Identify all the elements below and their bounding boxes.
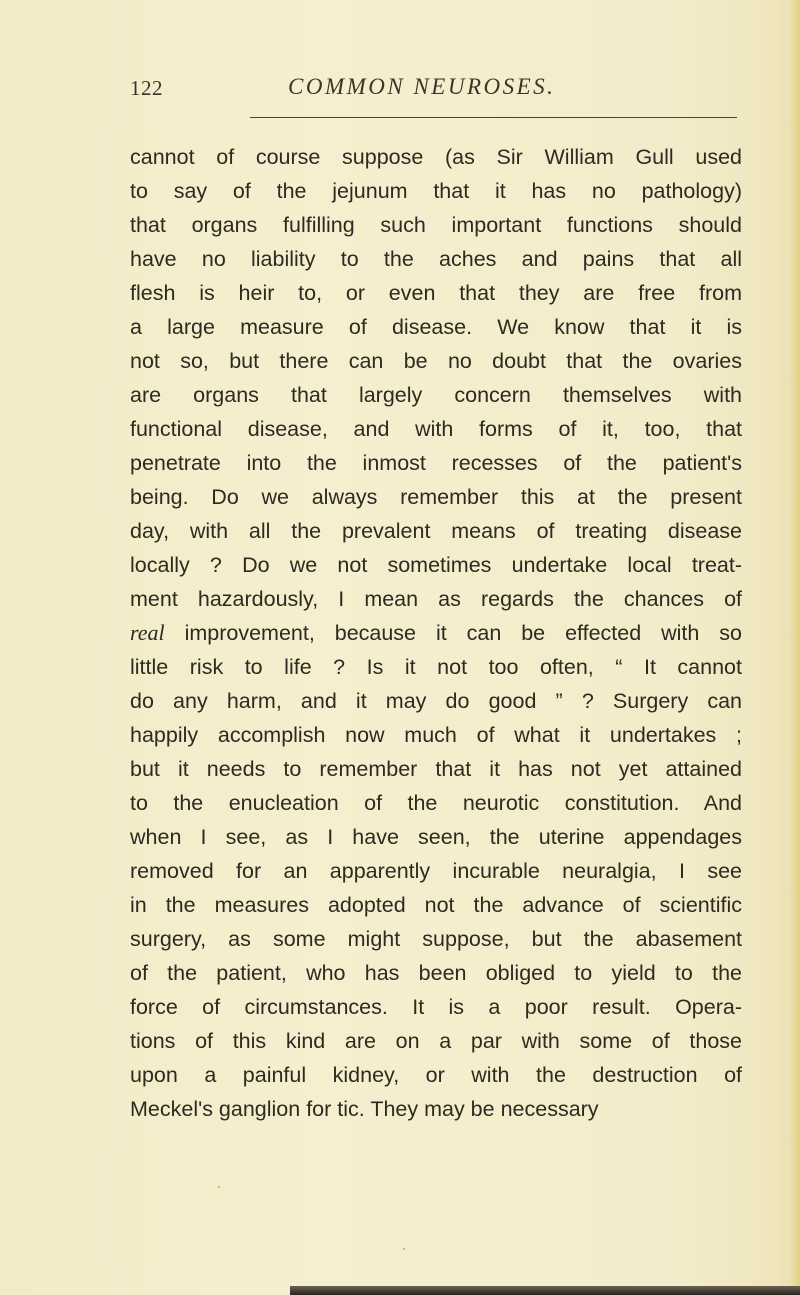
body-text xyxy=(130,140,742,1126)
text-line: a large measure of disease. We know that it is xyxy=(130,315,742,339)
text-line-remainder: improvement, because it can be effected with so xyxy=(184,621,742,645)
page-header xyxy=(130,76,740,106)
text-line: surgery, as some might suppose, but the abasement xyxy=(130,927,742,951)
text-line: do any harm, and it may do good ” ? Surgery can xyxy=(130,689,742,713)
text-line: to say of the jejunum that it has no pathology) xyxy=(130,179,742,203)
text-line: upon a painful kidney, or with the destruction of xyxy=(130,1063,742,1087)
text-line: penetrate into the inmost recesses of the patient's xyxy=(130,451,742,475)
paper-speck xyxy=(218,1186,220,1188)
page-edge-shadow xyxy=(790,0,800,1295)
text-line: flesh is heir to, or even that they are free from xyxy=(130,281,742,305)
text-line: are organs that largely concern themselves with xyxy=(130,383,742,407)
text-line: ment hazardously, I mean as regards the chances of xyxy=(130,587,742,611)
text-line: have no liability to the aches and pains that all xyxy=(130,247,742,271)
text-line: locally ? Do we not sometimes undertake local treat- xyxy=(130,553,742,577)
text-line: day, with all the prevalent means of treating disease xyxy=(130,519,742,543)
text-line: little risk to life ? Is it not too often, “ It cannot xyxy=(130,655,742,679)
header-rule xyxy=(250,117,737,118)
text-line: but it needs to remember that it has not yet attained xyxy=(130,757,742,781)
text-line: to the enucleation of the neurotic constitution. And xyxy=(130,791,742,815)
text-line: happily accomplish now much of what it undertakes ; xyxy=(130,723,742,747)
text-line: functional disease, and with forms of it, too, that xyxy=(130,417,742,441)
page-number: 122 xyxy=(130,76,163,100)
text-line: cannot of course suppose (as Sir William Gull used xyxy=(130,145,742,169)
running-title: COMMON NEUROSES. xyxy=(288,74,556,99)
text-line: tions of this kind are on a par with some of those xyxy=(130,1029,742,1053)
text-line: in the measures adopted not the advance of scientific xyxy=(130,893,742,917)
text-line: being. Do we always remember this at the present xyxy=(130,485,742,509)
text-line: of the patient, who has been obliged to yield to the xyxy=(130,961,742,985)
text-line: not so, but there can be no doubt that the ovaries xyxy=(130,349,742,373)
text-line: removed for an apparently incurable neuralgia, I see xyxy=(130,859,742,883)
text-line: when I see, as I have seen, the uterine appendages xyxy=(130,825,742,849)
text-line: Meckel's ganglion for tic. They may be necessary xyxy=(130,1097,599,1121)
text-line-with-emphasis xyxy=(130,616,742,650)
paper-speck xyxy=(403,1248,405,1250)
text-line: that organs fulfilling such important functions should xyxy=(130,213,742,237)
text-line: force of circumstances. It is a poor result. Opera- xyxy=(130,995,742,1019)
bottom-edge-shadow xyxy=(290,1286,800,1295)
emphasized-word: real xyxy=(130,620,165,645)
